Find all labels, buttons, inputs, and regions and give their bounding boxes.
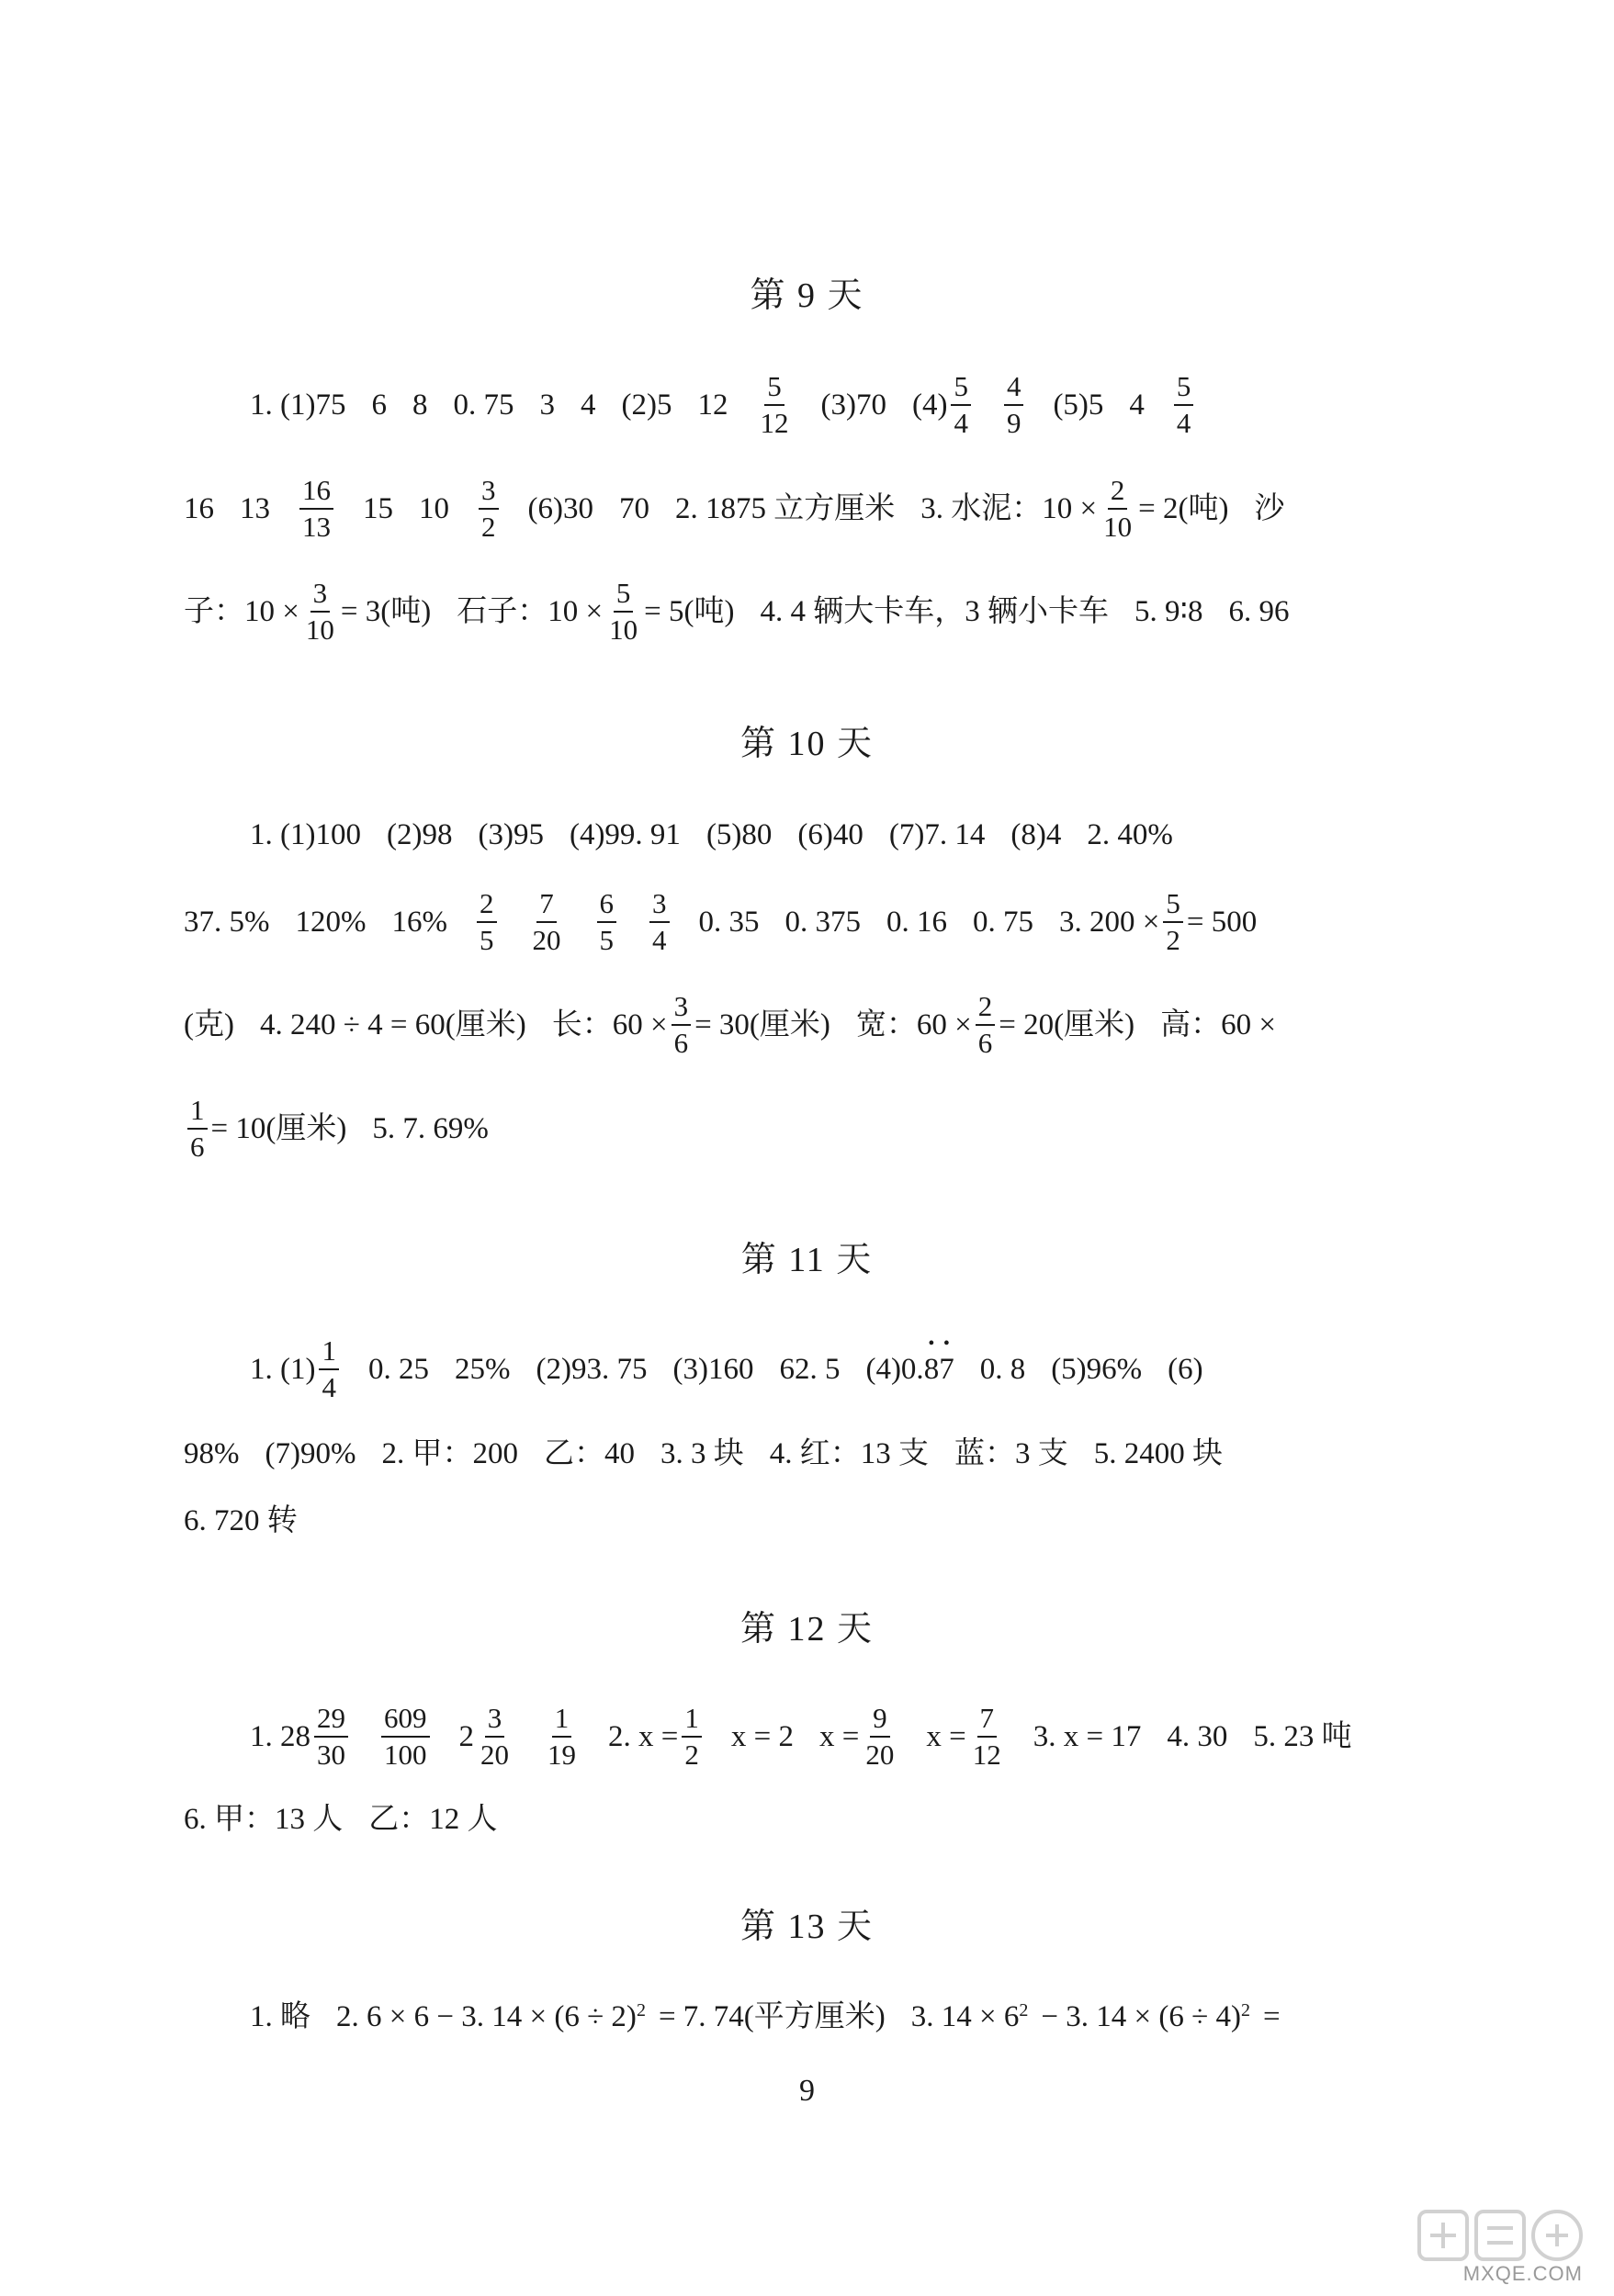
day12-line2: 6. 甲：13 人 乙：12 人	[184, 1803, 498, 1836]
day11-line3: 6. 720 转	[184, 1504, 298, 1537]
day13-title: 第 13 天	[739, 1908, 874, 1946]
fraction: $\frac{3}{10}$	[305, 577, 334, 646]
fraction: $\frac{3}{20}$	[480, 1702, 509, 1771]
fraction: $\frac{2}{10}$	[1103, 474, 1133, 543]
fraction: $\frac{1}{19}$	[547, 1702, 576, 1771]
fraction: $\frac{7}{12}$	[972, 1702, 1001, 1771]
day10-line4: $\frac{1}{6}$ = 10(厘米) 5. 7. 69%	[184, 1096, 489, 1162]
day12-title: 第 12 天	[739, 1610, 874, 1649]
day12-line1: 1. 28 $\frac{29}{30}$ $\frac{609}{100}$ 2 $\frac{3}{20}$ $\frac{1}{19}$ 2. x = $\frac{1}{2}$ x = 2 x = $\frac{9}{20}$ x = $\frac{7}{12}$ 3. x = 17 4. 30 5. 23 吨	[250, 1702, 1352, 1771]
day9-title: 第 9 天	[750, 276, 864, 315]
fraction: $\frac{1}{6}$	[187, 1096, 208, 1162]
fraction: $\frac{5}{4}$	[951, 372, 971, 438]
day9-line2: 16 13 $\frac{16}{13}$ 15 10 $\frac{3}{2}$ (6)30 70 2. 1875 立方厘米 3. 水泥：10 × $\frac{2}{10}$ = 2(吨) 沙	[184, 474, 1285, 543]
day9-line3: 子：10 × $\frac{3}{10}$ = 3(吨) 石子：10 × $\frac{5}{10}$ = 5(吨) 4. 4 辆大卡车，3 辆小卡车 5. 9∶8 6. 96	[184, 577, 1290, 646]
watermark-text: MXQE.COM	[1462, 2262, 1583, 2285]
fraction: $\frac{5}{2}$	[1163, 889, 1183, 955]
fraction: $\frac{2}{6}$	[976, 992, 996, 1058]
page-number: 9	[799, 2074, 815, 2108]
fraction: $\frac{3}{4}$	[649, 889, 670, 955]
fraction: $\frac{9}{20}$	[865, 1702, 895, 1771]
fraction: $\frac{1}{4}$	[319, 1336, 339, 1402]
fraction: $\frac{2}{5}$	[477, 889, 497, 955]
fraction: $\frac{7}{20}$	[532, 887, 561, 956]
day11-title: 第 11 天	[740, 1241, 874, 1279]
day9-line1: 1. (1)75 6 8 0. 75 3 4 (2)5 12 $\frac{5}{12}$ (3)70 (4) $\frac{5}{4}$ $\frac{4}{9}$ (5)5 4 $\frac{5}{4}$	[250, 372, 1197, 438]
fraction: $\frac{609}{100}$	[381, 1704, 430, 1770]
day11-line2: 98% (7)90% 2. 甲：200 乙：40 3. 3 块 4. 红：13 支 蓝：3 支 5. 2400 块	[184, 1437, 1223, 1470]
fraction: $\frac{5}{10}$	[609, 577, 638, 646]
day10-line2: 37. 5% 120% 16% $\frac{2}{5}$ $\frac{7}{20}$ $\frac{6}{5}$ $\frac{3}{4}$ 0. 35 0. 375 0. 16 0. 75 3. 200 × $\frac{5}{2}$ = 500	[184, 887, 1258, 956]
day10-title: 第 10 天	[739, 725, 874, 763]
repeating-digit: • 8	[924, 1355, 940, 1385]
fraction: $\frac{3}{2}$	[479, 476, 499, 542]
repeating-digit: • 7	[939, 1355, 954, 1385]
fraction: $\frac{29}{30}$	[314, 1704, 348, 1770]
fraction: $\frac{6}{5}$	[597, 889, 617, 955]
fraction: $\frac{1}{2}$	[682, 1704, 702, 1770]
day10-line1: 1. (1)100 (2)98 (3)95 (4)99. 91 (5)80 (6)40 (7)7. 14 (8)4 2. 40%	[250, 818, 1173, 851]
fraction: $\frac{3}{6}$	[672, 992, 692, 1058]
fraction: $\frac{4}{9}$	[1004, 372, 1024, 438]
day11-line1: 1. (1) $\frac{1}{4}$ 0. 25 25% (2)93. 75 (3)160 62. 5 (4)0. • 8 • 7 0. 8 (5)96% (6)	[250, 1336, 1203, 1402]
day10-line3: (克) 4. 240 ÷ 4 = 60(厘米) 长：60 × $\frac{3}{6}$ = 30(厘米) 宽：60 × $\frac{2}{6}$ = 20(厘米) 高：60 ×	[184, 990, 1276, 1059]
fraction: $\frac{5}{4}$	[1174, 372, 1194, 438]
day13-line1: 1. 略 2. 6 × 6 − 3. 14 × (6 ÷ 2) $^2$ = 7. 74(平方厘米) 3. 14 × 6 $^2$ − 3. 14 × (6 ÷ 4) $^2$ =	[250, 1999, 1281, 2033]
fraction: $\frac{5}{12}$	[760, 370, 789, 439]
fraction: $\frac{16}{13}$	[299, 476, 333, 542]
